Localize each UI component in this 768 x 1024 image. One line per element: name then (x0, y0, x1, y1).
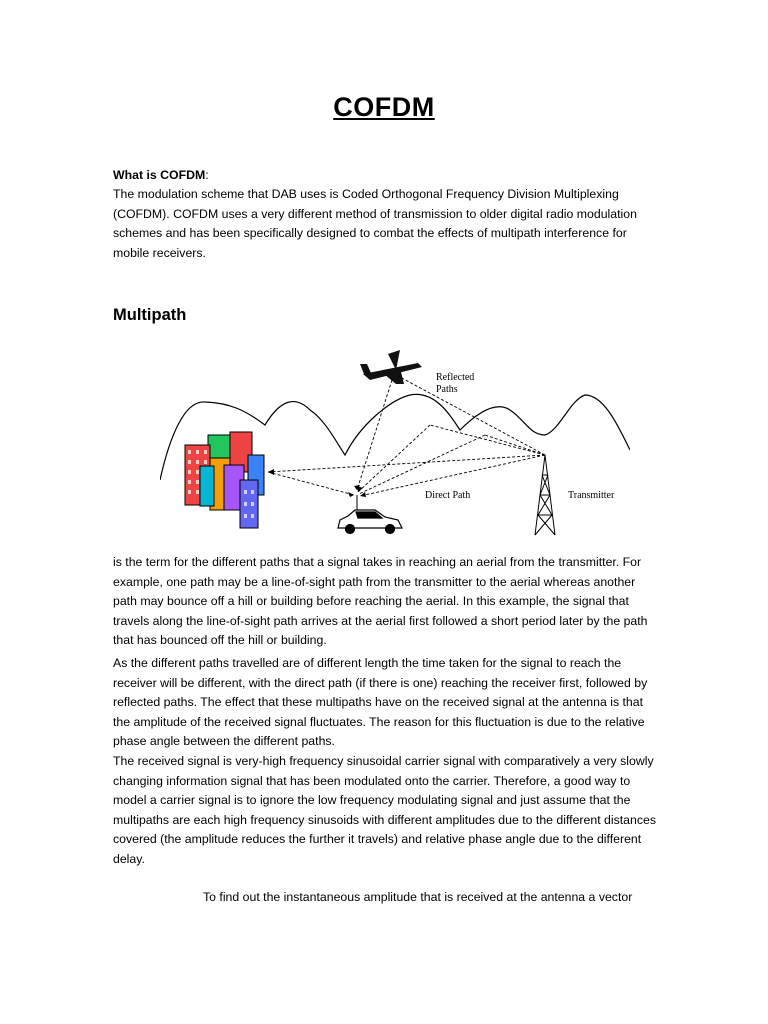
paragraph-carrier-model: The received signal is very-high frequency sinusoidal carrier signal with comparatively a very slowly changing information signal that has been modulated onto the carrier. Therefore, a good way to model a carrier signal is to ignore the low frequency modulating signal and just assume that the multipaths are each high frequency sinusoids with different amplitudes due to the different distances covered (the amplitude reduces the further it travels) and relative phase angle due to the different delay. (113, 754, 656, 866)
path-hill-right-to-antenna (359, 435, 485, 494)
intro-question-colon: : (205, 168, 209, 182)
intro-paragraph: The modulation scheme that DAB uses is Coded Orthogonal Frequency Division Multiplexing (COFDM). COFDM uses a very different method of transmission to older digital radio modulation schemes and has been specifically designed to combat the effects of multipath interference for mobile receivers. (113, 187, 637, 260)
path-plane-to-antenna (357, 380, 392, 490)
path-building-to-antenna (268, 472, 354, 495)
path-tx-to-hill (430, 425, 545, 455)
path-tx-to-plane (398, 376, 545, 455)
car-icon (338, 495, 402, 534)
intro-question-text: What is COFDM (113, 168, 206, 182)
intro-question (113, 166, 658, 186)
page-title: COFDM (333, 92, 435, 122)
section-heading-multipath: Multipath (113, 306, 187, 324)
label-reflected-line1: Reflected (436, 372, 475, 383)
paragraph-path-length: As the different paths travelled are of different length the time taken for the signal to reach the receiver will be different, with the direct path (if there is one) reaching the receiver first, followed by reflected paths. The effect that these multipaths have on the received signal at the antenna is that the amplitude of the received signal fluctuates. The reason for this fluctuation is due to the relative phase angle between the different paths. (113, 656, 648, 749)
buildings-icon (185, 432, 264, 528)
path-tx-to-building (268, 455, 545, 472)
airplane-icon (360, 350, 422, 384)
label-reflected-line2: Paths (436, 384, 458, 395)
paragraph-instantaneous-amplitude: To find out the instantaneous amplitude that is received at the antenna a vector (203, 890, 633, 904)
label-transmitter: Transmitter (568, 490, 615, 501)
label-direct-path: Direct Path (425, 490, 471, 501)
transmitter-tower-icon (535, 455, 555, 535)
paragraph-multipath-definition: is the term for the different paths that a signal takes in reaching an aerial from the transmitter. For example, one path may be a line-of-sight path from the transmitter to the aerial whereas another path may bounce off a hill or building before reaching the aerial. In this example, the signal that travels along the line-of-sight path arrives at the aerial first followed a short period later by the path that has bounced off the hill or building. (113, 555, 648, 648)
multipath-diagram (160, 340, 630, 540)
path-tx-to-hill-right (485, 435, 545, 455)
path-hill-to-antenna (358, 425, 430, 492)
